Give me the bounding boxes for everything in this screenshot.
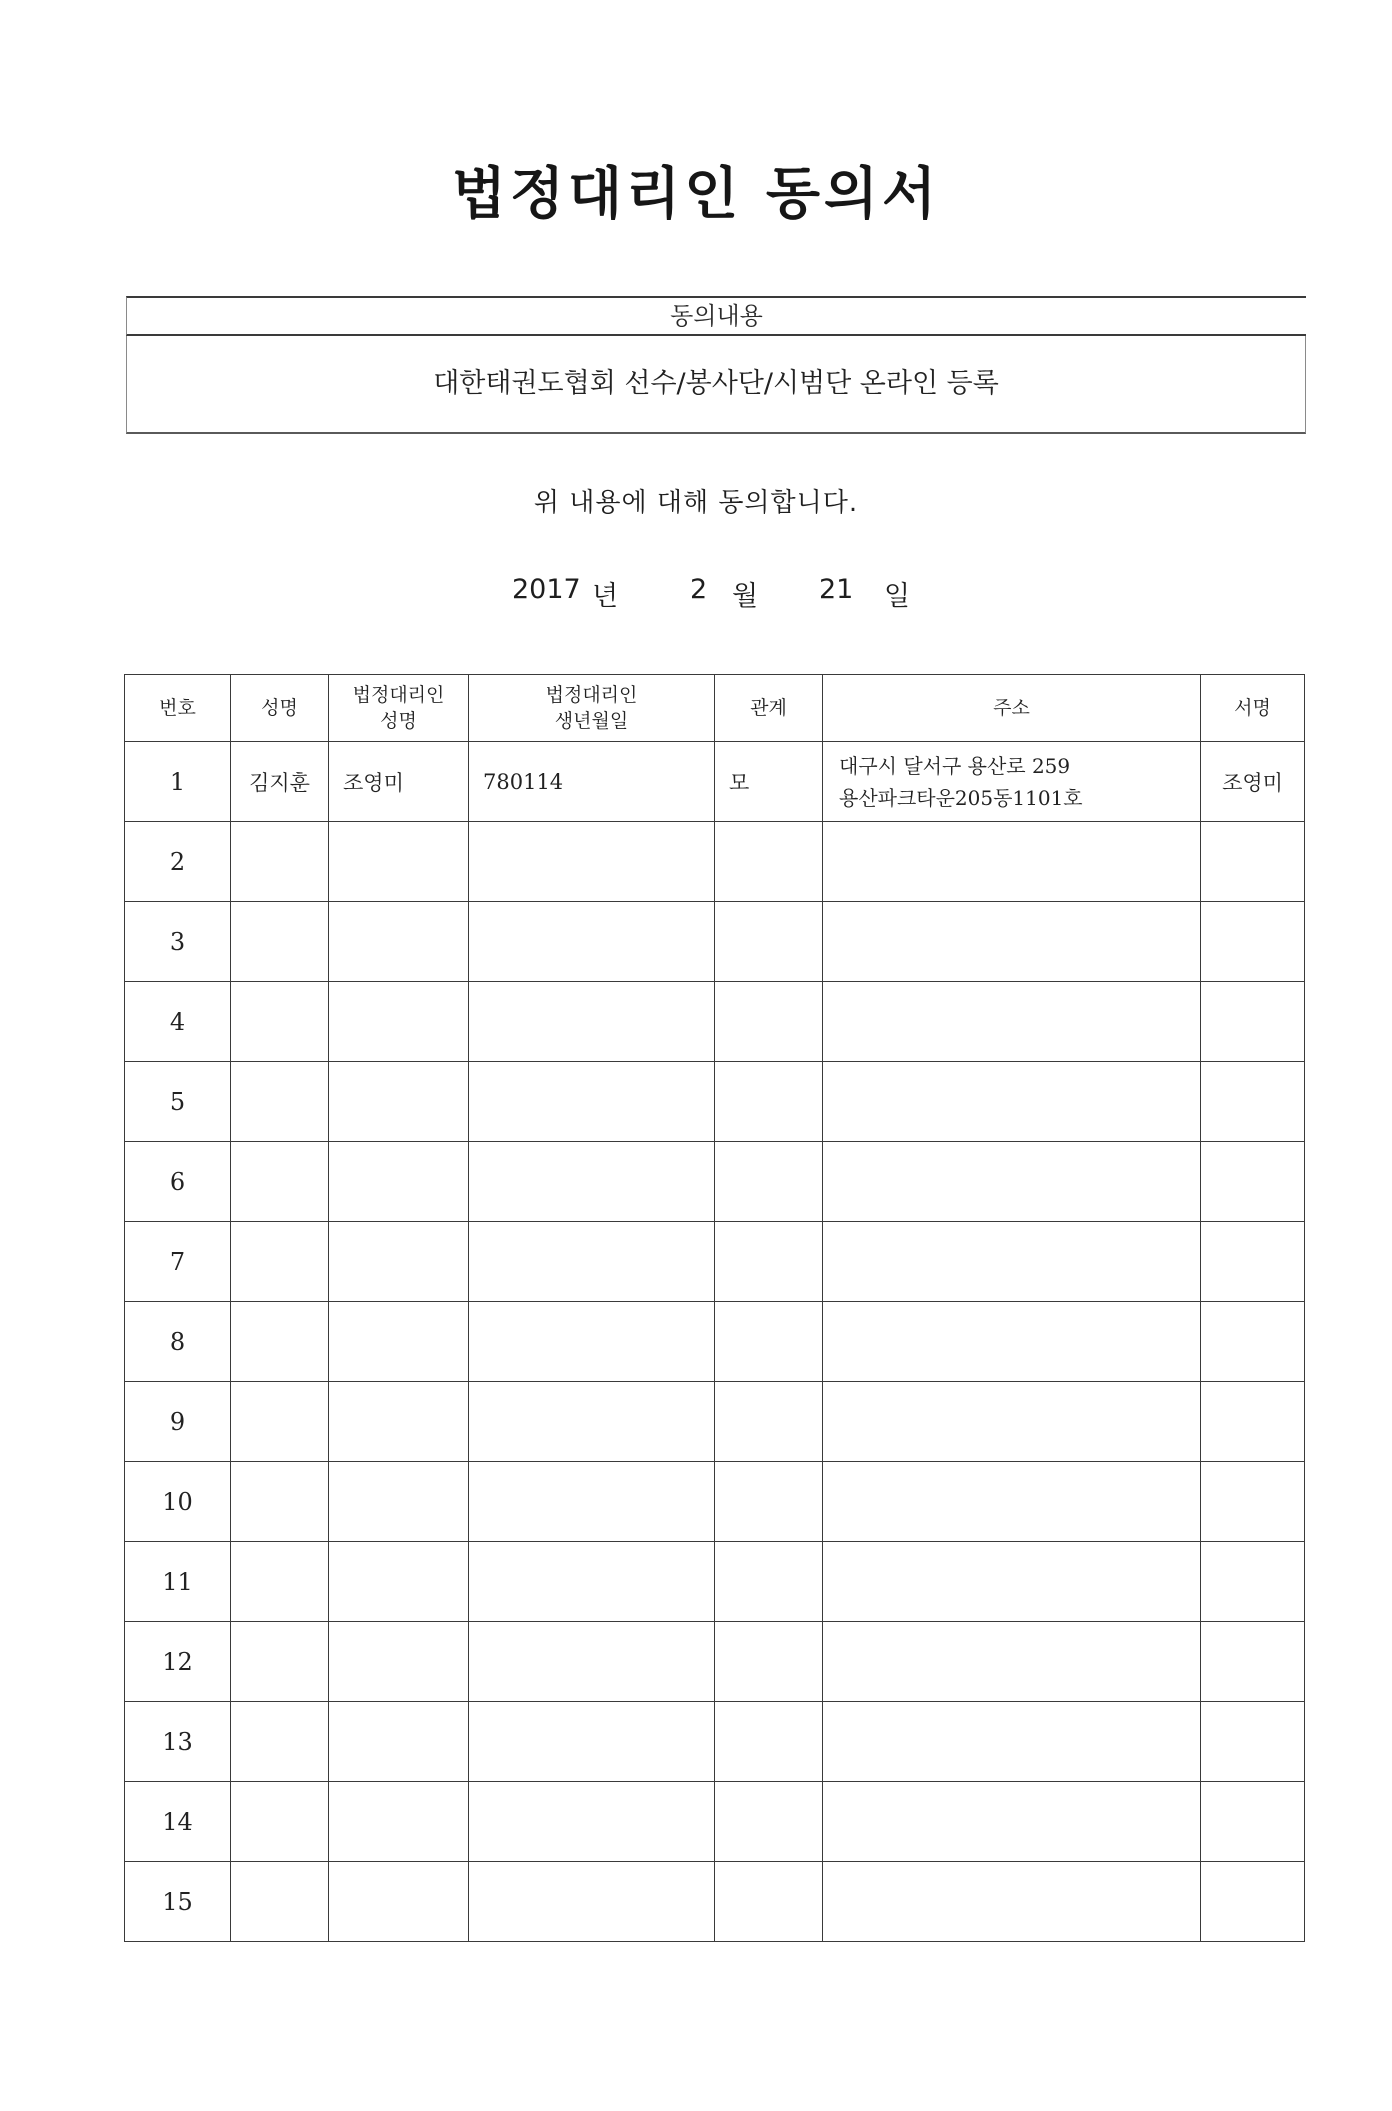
row-guardian-birth[interactable]: [469, 1222, 715, 1302]
row-guardian-birth[interactable]: [469, 982, 715, 1062]
row-number: 2: [125, 822, 231, 902]
row-relation[interactable]: [715, 1062, 823, 1142]
row-number: 11: [125, 1542, 231, 1622]
row-number: 1: [125, 742, 231, 822]
row-name[interactable]: [231, 1142, 329, 1222]
row-address[interactable]: [823, 1702, 1201, 1782]
table-row: [125, 902, 1305, 982]
row-address[interactable]: [823, 1862, 1201, 1942]
row-number: 7: [125, 1222, 231, 1302]
row-signature[interactable]: [1201, 1382, 1305, 1462]
row-signature[interactable]: [1201, 902, 1305, 982]
table-row: [125, 1222, 1305, 1302]
row-guardian-birth[interactable]: [469, 1062, 715, 1142]
row-address[interactable]: [823, 1142, 1201, 1222]
row-guardian-name[interactable]: [329, 1382, 469, 1462]
row-relation[interactable]: [715, 1302, 823, 1382]
row-guardian-name[interactable]: [329, 1782, 469, 1862]
row-address[interactable]: [823, 1542, 1201, 1622]
table-row: [125, 1142, 1305, 1222]
row-name[interactable]: [231, 1382, 329, 1462]
row-guardian-name[interactable]: [329, 902, 469, 982]
header-guardian-birth: [469, 675, 715, 742]
row-number: 4: [125, 982, 231, 1062]
document-title: 법정대리인 동의서: [451, 162, 941, 227]
row-name[interactable]: [231, 1862, 329, 1942]
table-row: [125, 1702, 1305, 1782]
row-name[interactable]: [231, 1062, 329, 1142]
row-number: 3: [125, 902, 231, 982]
header-relation: 관계: [715, 675, 823, 742]
table-row: [125, 1302, 1305, 1382]
row-signature[interactable]: [1201, 1862, 1305, 1942]
row-address[interactable]: [823, 1222, 1201, 1302]
row-relation[interactable]: [715, 1702, 823, 1782]
row-signature[interactable]: [1201, 1622, 1305, 1702]
row-guardian-birth[interactable]: [469, 1782, 715, 1862]
row-name[interactable]: [231, 1782, 329, 1862]
row-signature[interactable]: [1201, 1542, 1305, 1622]
row-name[interactable]: [231, 1622, 329, 1702]
row-address[interactable]: [823, 1382, 1201, 1462]
table-row: [125, 1622, 1305, 1702]
row-relation[interactable]: [715, 1862, 823, 1942]
row-guardian-birth: 780114: [469, 742, 715, 822]
row-address-line2: 용산파크타운205동1101호: [839, 785, 1083, 810]
date-month-unit: 월: [732, 581, 759, 612]
row-signature[interactable]: [1201, 1142, 1305, 1222]
consent-content: 대한태권도협회 선수/봉사단/시범단 온라인 등록: [126, 336, 1306, 434]
row-signature: 조영미: [1201, 742, 1305, 822]
row-guardian-name[interactable]: [329, 1302, 469, 1382]
row-number: 9: [125, 1382, 231, 1462]
row-guardian-name[interactable]: [329, 1542, 469, 1622]
row-guardian-birth[interactable]: [469, 1622, 715, 1702]
table-row: [125, 1542, 1305, 1622]
header-address: 주소: [823, 675, 1201, 742]
row-signature[interactable]: [1201, 822, 1305, 902]
row-number: 15: [125, 1862, 231, 1942]
row-relation[interactable]: [715, 1782, 823, 1862]
row-number: 10: [125, 1462, 231, 1542]
row-guardian-birth[interactable]: [469, 1542, 715, 1622]
row-guardian-name[interactable]: [329, 1222, 469, 1302]
date-day: 21: [819, 574, 854, 605]
row-signature[interactable]: [1201, 1782, 1305, 1862]
header-guardian-name-line2: 성명: [380, 710, 417, 732]
row-address[interactable]: [823, 902, 1201, 982]
table-row: [125, 1782, 1305, 1862]
table-row: [125, 1382, 1305, 1462]
date-year-unit: 년: [592, 581, 619, 612]
header-guardian-birth-line2: 생년월일: [554, 710, 629, 732]
row-number: 14: [125, 1782, 231, 1862]
date-month: 2: [690, 574, 708, 605]
header-number: 번호: [125, 675, 231, 742]
consent-header: 동의내용: [126, 296, 1306, 336]
row-guardian-name[interactable]: [329, 1622, 469, 1702]
row-guardian-birth[interactable]: [469, 1382, 715, 1462]
row-name[interactable]: [231, 1222, 329, 1302]
agreement-statement: 위 내용에 대해 동의합니다.: [533, 488, 859, 518]
row-number: 12: [125, 1622, 231, 1702]
row-name[interactable]: [231, 1542, 329, 1622]
row-name[interactable]: [231, 902, 329, 982]
row-guardian-name[interactable]: [329, 822, 469, 902]
row-address[interactable]: [823, 1622, 1201, 1702]
row-address[interactable]: [823, 982, 1201, 1062]
row-signature[interactable]: [1201, 1302, 1305, 1382]
table-row: [125, 822, 1305, 902]
row-name[interactable]: [231, 982, 329, 1062]
row-relation[interactable]: [715, 822, 823, 902]
row-signature[interactable]: [1201, 982, 1305, 1062]
row-guardian-name[interactable]: [329, 1142, 469, 1222]
row-relation[interactable]: [715, 1222, 823, 1302]
row-guardian-birth[interactable]: [469, 1302, 715, 1382]
row-name[interactable]: [231, 822, 329, 902]
registration-table: [124, 674, 1305, 1942]
row-guardian-birth[interactable]: [469, 822, 715, 902]
row-signature[interactable]: [1201, 1702, 1305, 1782]
row-number: 5: [125, 1062, 231, 1142]
row-relation[interactable]: [715, 1622, 823, 1702]
header-guardian-birth-line1: 법정대리인: [545, 684, 638, 706]
date-day-unit: 일: [884, 581, 911, 612]
row-number: 6: [125, 1142, 231, 1222]
date-year: 2017: [512, 574, 581, 605]
row-guardian-name[interactable]: [329, 1702, 469, 1782]
row-number: 13: [125, 1702, 231, 1782]
row-relation[interactable]: [715, 982, 823, 1062]
row-name[interactable]: [231, 1462, 329, 1542]
table-row: [125, 982, 1305, 1062]
row-signature[interactable]: [1201, 1062, 1305, 1142]
row-relation[interactable]: [715, 1142, 823, 1222]
row-guardian-name[interactable]: [329, 1462, 469, 1542]
row-relation: 모: [715, 742, 823, 822]
row-relation[interactable]: [715, 1382, 823, 1462]
table-row: [125, 742, 1305, 822]
row-guardian-name[interactable]: [329, 1062, 469, 1142]
row-name[interactable]: [231, 1702, 329, 1782]
row-guardian-birth[interactable]: [469, 902, 715, 982]
header-guardian-name: [329, 675, 469, 742]
row-guardian-name[interactable]: [329, 982, 469, 1062]
row-signature[interactable]: [1201, 1222, 1305, 1302]
row-relation[interactable]: [715, 1542, 823, 1622]
row-address[interactable]: [823, 1302, 1201, 1382]
row-address[interactable]: [823, 1462, 1201, 1542]
row-guardian-birth[interactable]: [469, 1862, 715, 1942]
row-relation[interactable]: [715, 1462, 823, 1542]
row-guardian-birth[interactable]: [469, 1462, 715, 1542]
row-signature[interactable]: [1201, 1462, 1305, 1542]
header-name: 성명: [231, 675, 329, 742]
row-number: 8: [125, 1302, 231, 1382]
header-guardian-name-line1: 법정대리인: [352, 684, 445, 706]
table-row: [125, 1062, 1305, 1142]
row-address: [823, 742, 1201, 822]
row-address-line1: 대구시 달서구 용산로 259: [839, 753, 1071, 778]
row-guardian-name[interactable]: [329, 1862, 469, 1942]
row-address[interactable]: [823, 1782, 1201, 1862]
table-header-row: [125, 675, 1305, 742]
row-relation[interactable]: [715, 902, 823, 982]
row-guardian-birth[interactable]: [469, 1142, 715, 1222]
table-row: [125, 1862, 1305, 1942]
row-name: 김지훈: [231, 742, 329, 822]
table-row: [125, 1462, 1305, 1542]
row-name[interactable]: [231, 1302, 329, 1382]
header-signature: 서명: [1201, 675, 1305, 742]
row-address[interactable]: [823, 822, 1201, 902]
row-guardian-name: 조영미: [329, 742, 469, 822]
row-guardian-birth[interactable]: [469, 1702, 715, 1782]
row-address[interactable]: [823, 1062, 1201, 1142]
consent-section: [126, 296, 1306, 434]
